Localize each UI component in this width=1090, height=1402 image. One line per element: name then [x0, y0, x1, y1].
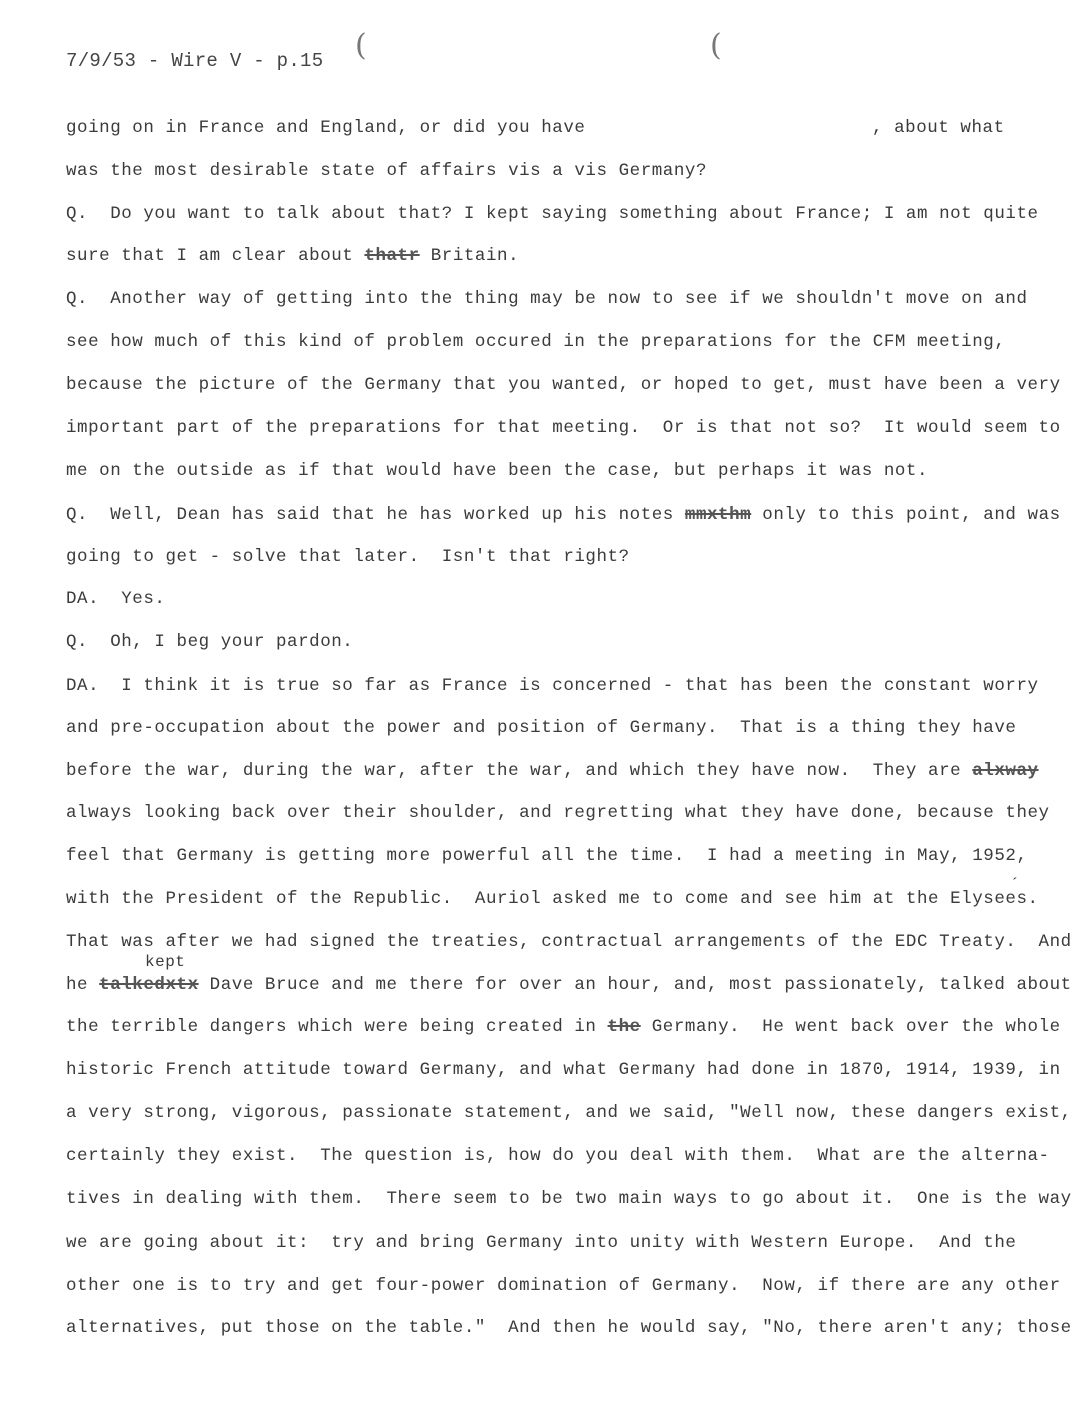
text-line: see how much of this kind of problem occured in the preparations for the CFM meeting,	[66, 332, 1006, 352]
text-segment: Dave Bruce and me there for over an hour, and, most passionately, talked about	[198, 975, 1072, 995]
text-line: feel that Germany is getting more powerful all the time. I had a meeting in May, 1952,	[66, 846, 1028, 866]
text-line: Q. Another way of getting into the thing may be now to see if we shouldn't move on and	[66, 289, 1028, 309]
text-line: we are going about it: try and bring Germany into unity with Western Europe. And the	[66, 1233, 1017, 1253]
text-line	[66, 1017, 1061, 1037]
text-line	[66, 505, 1061, 525]
margin-mark-left: (	[355, 28, 367, 63]
text-line: That was after we had signed the treaties, contractual arrangements of the EDC Treaty. And	[66, 932, 1072, 952]
text-segment: the terrible dangers which were being created in	[66, 1017, 608, 1037]
struck-text: the	[607, 1017, 641, 1037]
text-line: me on the outside as if that would have been the case, but perhaps it was not.	[66, 461, 929, 481]
text-segment: Q. Well, Dean has said that he has worked up his notes	[66, 505, 685, 525]
text-line: and pre-occupation about the power and position of Germany. That is a thing they have	[66, 718, 1017, 738]
text-line-fragment: , about what	[872, 118, 1005, 138]
text-line: with the President of the Republic. Auriol asked me to come and see him at the Elysees.	[66, 889, 1039, 909]
text-line: other one is to try and get four-power domination of Germany. Now, if there are any other	[66, 1276, 1061, 1296]
text-line	[66, 761, 1039, 781]
struck-text: talkedxtx	[99, 975, 199, 995]
text-line	[66, 246, 519, 266]
text-segment: Britain.	[419, 246, 520, 266]
text-line: DA. Yes.	[66, 589, 166, 609]
text-line: going on in France and England, or did you have	[66, 118, 586, 138]
text-segment: Germany. He went back over the whole	[640, 1017, 1061, 1037]
struck-text: alxway	[972, 761, 1039, 781]
text-line: DA. I think it is true so far as France is concerned - that has been the constant worry	[66, 676, 1039, 696]
text-line: was the most desirable state of affairs vis a vis Germany?	[66, 161, 707, 181]
text-line: always looking back over their shoulder, and regretting what they have done, because they	[66, 803, 1050, 823]
text-line: a very strong, vigorous, passionate statement, and we said, "Well now, these dangers exist,	[66, 1103, 1072, 1123]
text-segment: sure that I am clear about	[66, 246, 365, 266]
struck-text: mmxthm	[684, 505, 752, 525]
text-segment: he	[66, 975, 100, 995]
text-line: Q. Oh, I beg your pardon.	[66, 632, 354, 652]
text-line: certainly they exist. The question is, how do you deal with them. What are the alterna-	[66, 1146, 1050, 1166]
text-line: alternatives, put those on the table." And then he would say, "No, there aren't any; those	[66, 1318, 1072, 1338]
page-header: 7/9/53 - Wire V - p.15	[66, 50, 324, 72]
accent-mark: ´	[1010, 876, 1020, 894]
text-line: Q. Do you want to talk about that? I kept saying something about France; I am not quite	[66, 204, 1039, 224]
text-segment: before the war, during the war, after the war, and which they have now. They are	[66, 761, 973, 781]
text-line: tives in dealing with them. There seem to be two main ways to go about it. One is the way	[66, 1189, 1072, 1209]
text-line: important part of the preparations for that meeting. Or is that not so? It would seem to	[66, 418, 1061, 438]
text-line: because the picture of the Germany that you wanted, or hoped to get, must have been a very	[66, 375, 1061, 395]
text-line: going to get - solve that later. Isn't that right?	[66, 547, 630, 567]
margin-mark-right: (	[710, 28, 722, 63]
text-segment: only to this point, and was	[751, 505, 1061, 525]
text-line: historic French attitude toward Germany, and what Germany had done in 1870, 1914, 1939, in	[66, 1060, 1061, 1080]
text-line	[66, 975, 1072, 995]
struck-text: thatr	[364, 246, 420, 266]
interlinear-insertion: kept	[145, 953, 186, 971]
